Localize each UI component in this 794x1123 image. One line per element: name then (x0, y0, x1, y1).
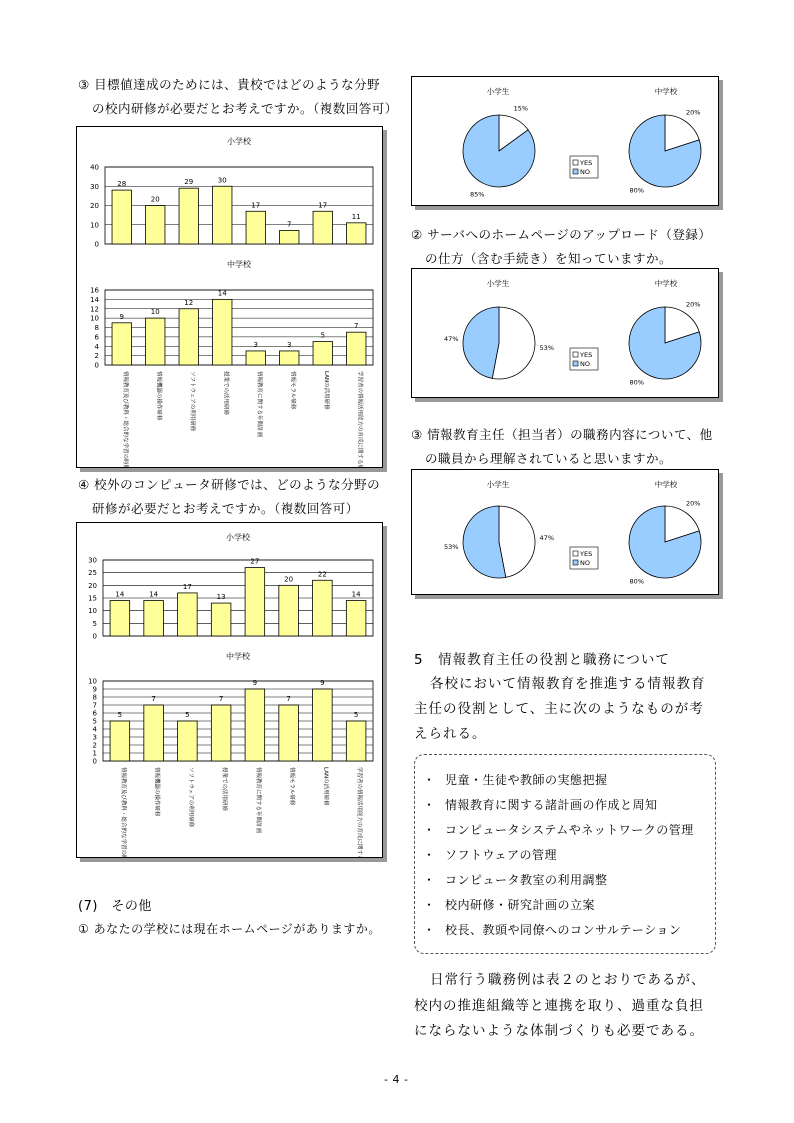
bar (213, 186, 232, 244)
bar (146, 318, 165, 365)
data-label: 17 (182, 582, 192, 591)
y-tick-label: 30 (88, 556, 97, 565)
data-label: 28 (117, 180, 127, 189)
data-label: 20 (150, 195, 160, 204)
data-label: 7 (286, 695, 291, 703)
q3-chart-svg (77, 127, 382, 467)
bullet: ・ (423, 773, 436, 787)
data-label: 14 (351, 590, 361, 599)
bar (178, 721, 198, 761)
data-label: 9 (119, 312, 124, 321)
y-tick-label: 40 (90, 163, 99, 172)
data-label: 3 (253, 340, 258, 349)
data-label: 5 (185, 711, 190, 719)
pie-label-no: 80% (629, 378, 645, 387)
section5-para-1: 各校において情報教育を推進する情報教育 (430, 676, 706, 692)
y-tick-label: 6 (92, 709, 97, 718)
data-label: 17 (251, 201, 261, 210)
data-label: 27 (250, 557, 260, 566)
section5-para-3: えられる。 (414, 726, 487, 742)
bar (211, 705, 231, 761)
bar (245, 689, 265, 761)
data-label: 12 (184, 298, 194, 307)
y-tick-label: 0 (94, 240, 99, 249)
y-tick-label: 10 (90, 314, 99, 323)
category-label: ソフトウェアの利用研修 (187, 767, 194, 828)
pie-svg-1 (412, 77, 718, 205)
data-label: 7 (151, 695, 156, 703)
bar (280, 231, 299, 244)
section5-para-2: 主任の役割として、主に次のようなものが考 (414, 701, 704, 717)
duty-text: 校内研修・研究計画の立案 (445, 898, 596, 912)
bar (179, 309, 198, 365)
y-tick-label: 8 (92, 693, 97, 702)
pie-slice-no (463, 506, 506, 578)
bar (146, 206, 165, 245)
data-label: 7 (287, 220, 292, 229)
category-label: 情報機器の操作研修 (155, 371, 162, 421)
section7-heading: (7) その他 (78, 899, 152, 914)
y-tick-label: 5 (92, 717, 97, 726)
y-tick-label: 30 (90, 182, 99, 191)
pie-box-2 (411, 268, 719, 398)
y-tick-label: 2 (94, 352, 99, 361)
q3-line1: ③ 目標値達成のためには、貴校ではどのような分野 (78, 77, 381, 92)
data-label: 7 (354, 322, 359, 331)
category-label: ソフトウェアの利用研修 (188, 371, 195, 432)
y-tick-label: 10 (88, 607, 97, 616)
bar (112, 323, 131, 365)
pie-box-3 (411, 469, 719, 595)
section7-q1: ① あなたの学校には現在ホームページがありますか。 (78, 922, 381, 936)
pie-label-yes: 20% (685, 300, 701, 309)
category-label: 情報教育及び教科・総合的な学習の時間での活用 (121, 371, 128, 467)
bar (279, 705, 299, 761)
y-tick-label: 4 (94, 342, 99, 351)
y-tick-label: 8 (94, 324, 99, 332)
pie-svg-2 (412, 269, 718, 397)
category-label: LANの活用研修 (322, 371, 329, 410)
duties-box (414, 754, 716, 954)
bar (213, 299, 232, 365)
q2-line2: の仕方（含む手続き）を知っていますか。 (425, 251, 673, 266)
category-label: 授業での活用研修 (221, 767, 228, 812)
y-tick-label: 14 (90, 295, 99, 304)
duty-text: 情報教育に関する諸計画の作成と周知 (445, 798, 658, 812)
y-tick-label: 5 (92, 619, 97, 628)
bar (346, 601, 366, 636)
q4-chart-box (76, 522, 383, 858)
data-label: 14 (115, 590, 125, 599)
y-tick-label: 25 (88, 569, 97, 578)
duty-item (423, 846, 557, 863)
category-label: 情報教育に関する年間計画 (254, 767, 261, 834)
pie-title: 中学校 (654, 480, 678, 489)
bullet: ・ (423, 873, 436, 887)
data-label: 3 (287, 340, 292, 349)
data-label: 29 (184, 178, 194, 187)
bar (110, 601, 130, 636)
pie-svg-3 (412, 470, 718, 594)
y-tick-label: 16 (90, 286, 99, 295)
data-label: 20 (284, 575, 294, 584)
chart-title: 中学校 (226, 652, 250, 661)
q4-chart-svg (77, 523, 382, 857)
y-tick-label: 10 (88, 677, 97, 686)
q2-line1: ② サーバへのホームページのアップロード（登録） (411, 227, 712, 242)
duty-item (423, 896, 595, 913)
section5-heading: 5 情報教育主任の役割と職務について (414, 652, 670, 668)
y-tick-label: 3 (92, 733, 97, 742)
y-tick-label: 4 (92, 725, 97, 734)
duty-item (423, 771, 608, 788)
legend-swatch-no (573, 169, 578, 174)
bar (179, 188, 198, 244)
bar (112, 190, 131, 244)
pie-box-1 (411, 76, 719, 206)
legend-label-yes: YES (580, 550, 593, 558)
legend-swatch-yes (573, 551, 578, 556)
data-label: 22 (317, 570, 327, 579)
pie-slice-no (463, 307, 499, 378)
bar (313, 689, 333, 761)
duty-text: コンピュータシステムやネットワークの管理 (445, 823, 694, 837)
y-tick-label: 1 (92, 749, 97, 758)
closing-2: 校内の推進組織等と連携を取り、過重な負担 (414, 998, 704, 1014)
legend-label-yes: YES (580, 159, 593, 167)
legend-swatch-no (573, 361, 578, 366)
data-label: 7 (218, 695, 224, 703)
category-label: 授業での活用研修 (222, 371, 229, 416)
bar (178, 593, 198, 636)
bar (246, 351, 265, 365)
y-tick-label: 2 (92, 741, 97, 750)
data-label: 10 (150, 308, 160, 317)
page-number: - 4 - (384, 1073, 409, 1086)
data-label: 9 (320, 679, 325, 687)
category-label: 情報モラル研修 (288, 767, 295, 806)
pie-label-yes: 15% (513, 104, 529, 113)
pie-slice-yes (499, 506, 535, 577)
data-label: 5 (320, 331, 325, 340)
data-label: 9 (252, 679, 258, 687)
duty-item (423, 921, 681, 938)
category-label: LANの活用研修 (322, 767, 329, 806)
legend-label-no: NO (580, 559, 590, 567)
bar (313, 580, 333, 636)
bullet: ・ (423, 798, 436, 812)
bar (245, 568, 265, 636)
bar (346, 721, 366, 761)
q3b-line1: ③ 情報教育主任（担当者）の職務内容について、他 (411, 427, 713, 442)
pie-title: 小学生 (486, 87, 510, 96)
bar (347, 332, 366, 365)
legend-label-yes: YES (580, 351, 593, 359)
data-label: 11 (351, 212, 361, 221)
pie-label-no: 47% (443, 334, 459, 343)
closing-1: 日常行う職務例は表２のとおりであるが、 (430, 972, 706, 988)
pie-label-yes: 20% (685, 108, 701, 117)
pie-title: 中学校 (654, 87, 678, 96)
chart-title: 小学校 (227, 137, 251, 146)
pie-label-yes: 47% (539, 533, 555, 542)
duty-text: 校長、教頭や同僚へのコンサルテーション (445, 923, 682, 937)
legend-label-no: NO (580, 168, 590, 176)
y-tick-label: 20 (88, 581, 97, 590)
duty-item (423, 821, 694, 838)
q4-line2: 研修が必要だとお考えですか。（複数回答可） (92, 501, 359, 516)
y-tick-label: 15 (88, 594, 97, 603)
duty-text: コンピュータ教室の利用調整 (445, 873, 608, 887)
y-tick-label: 0 (92, 757, 97, 766)
y-tick-label: 0 (94, 361, 99, 370)
chart-title: 中学校 (227, 260, 251, 269)
category-label: 情報モラル研修 (289, 371, 296, 410)
y-tick-label: 7 (92, 701, 97, 710)
q3-chart-box (76, 126, 383, 468)
data-label: 14 (149, 590, 159, 599)
bar (279, 585, 299, 636)
bar (144, 601, 164, 636)
bar (246, 211, 265, 244)
bar (313, 342, 332, 365)
bullet: ・ (423, 848, 436, 862)
y-tick-label: 20 (90, 202, 99, 210)
pie-label-no: 80% (629, 186, 645, 195)
duty-text: ソフトウェアの管理 (445, 848, 558, 862)
category-label: 情報教育及び教科・総合的な学習の時間での活用 (119, 767, 126, 857)
pie-label-yes: 20% (685, 499, 701, 508)
data-label: 13 (216, 593, 226, 602)
category-label: 学習者の情報活用能力の育成に関する研修 (356, 371, 363, 467)
pie-label-no: 85% (469, 190, 485, 199)
data-label: 5 (117, 711, 123, 719)
pie-title: 小学生 (486, 480, 510, 489)
duty-item (423, 871, 608, 888)
legend-label-no: NO (580, 360, 590, 368)
bar (313, 211, 332, 244)
y-tick-label: 12 (90, 305, 99, 314)
legend-swatch-no (573, 560, 578, 565)
legend-swatch-yes (573, 160, 578, 165)
q4-line1: ④ 校外のコンピュータ研修では、どのような分野の (78, 477, 381, 492)
pie-label-no: 80% (629, 577, 645, 586)
bullet: ・ (423, 898, 436, 912)
data-label: 30 (217, 176, 227, 185)
closing-3: にならないような体制づくりも必要である。 (414, 1023, 704, 1039)
bullet: ・ (423, 823, 436, 837)
category-label: 情報機器の操作研修 (153, 767, 160, 817)
y-tick-label: 9 (92, 685, 97, 694)
data-label: 14 (217, 289, 227, 298)
bullet: ・ (423, 923, 436, 937)
q3-line2: の校内研修が必要だとお考えですか。（複数回答可） (92, 101, 398, 116)
bar (347, 223, 366, 244)
pie-title: 小学生 (486, 279, 510, 288)
data-label: 17 (318, 201, 328, 210)
category-label: 学習者の情報活用能力の育成に関する研修 (356, 767, 363, 857)
q3b-line2: の職員から理解されていると思いますか。 (425, 451, 673, 466)
duty-item (423, 796, 658, 813)
pie-label-no: 53% (443, 543, 459, 552)
pie-label-yes: 53% (539, 344, 555, 353)
data-label: 5 (353, 711, 359, 719)
bar (280, 351, 299, 365)
chart-title: 小学校 (226, 533, 250, 542)
y-tick-label: 10 (90, 221, 99, 230)
duty-text: 児童・生徒や教師の実態把握 (445, 773, 608, 787)
y-tick-label: 0 (92, 632, 97, 641)
category-label: 情報教育に関する年間計画 (255, 371, 262, 438)
legend-swatch-yes (573, 352, 578, 357)
pie-title: 中学校 (654, 279, 678, 288)
bar (110, 721, 130, 761)
bar (144, 705, 164, 761)
bar (211, 603, 231, 636)
y-tick-label: 6 (94, 333, 99, 342)
